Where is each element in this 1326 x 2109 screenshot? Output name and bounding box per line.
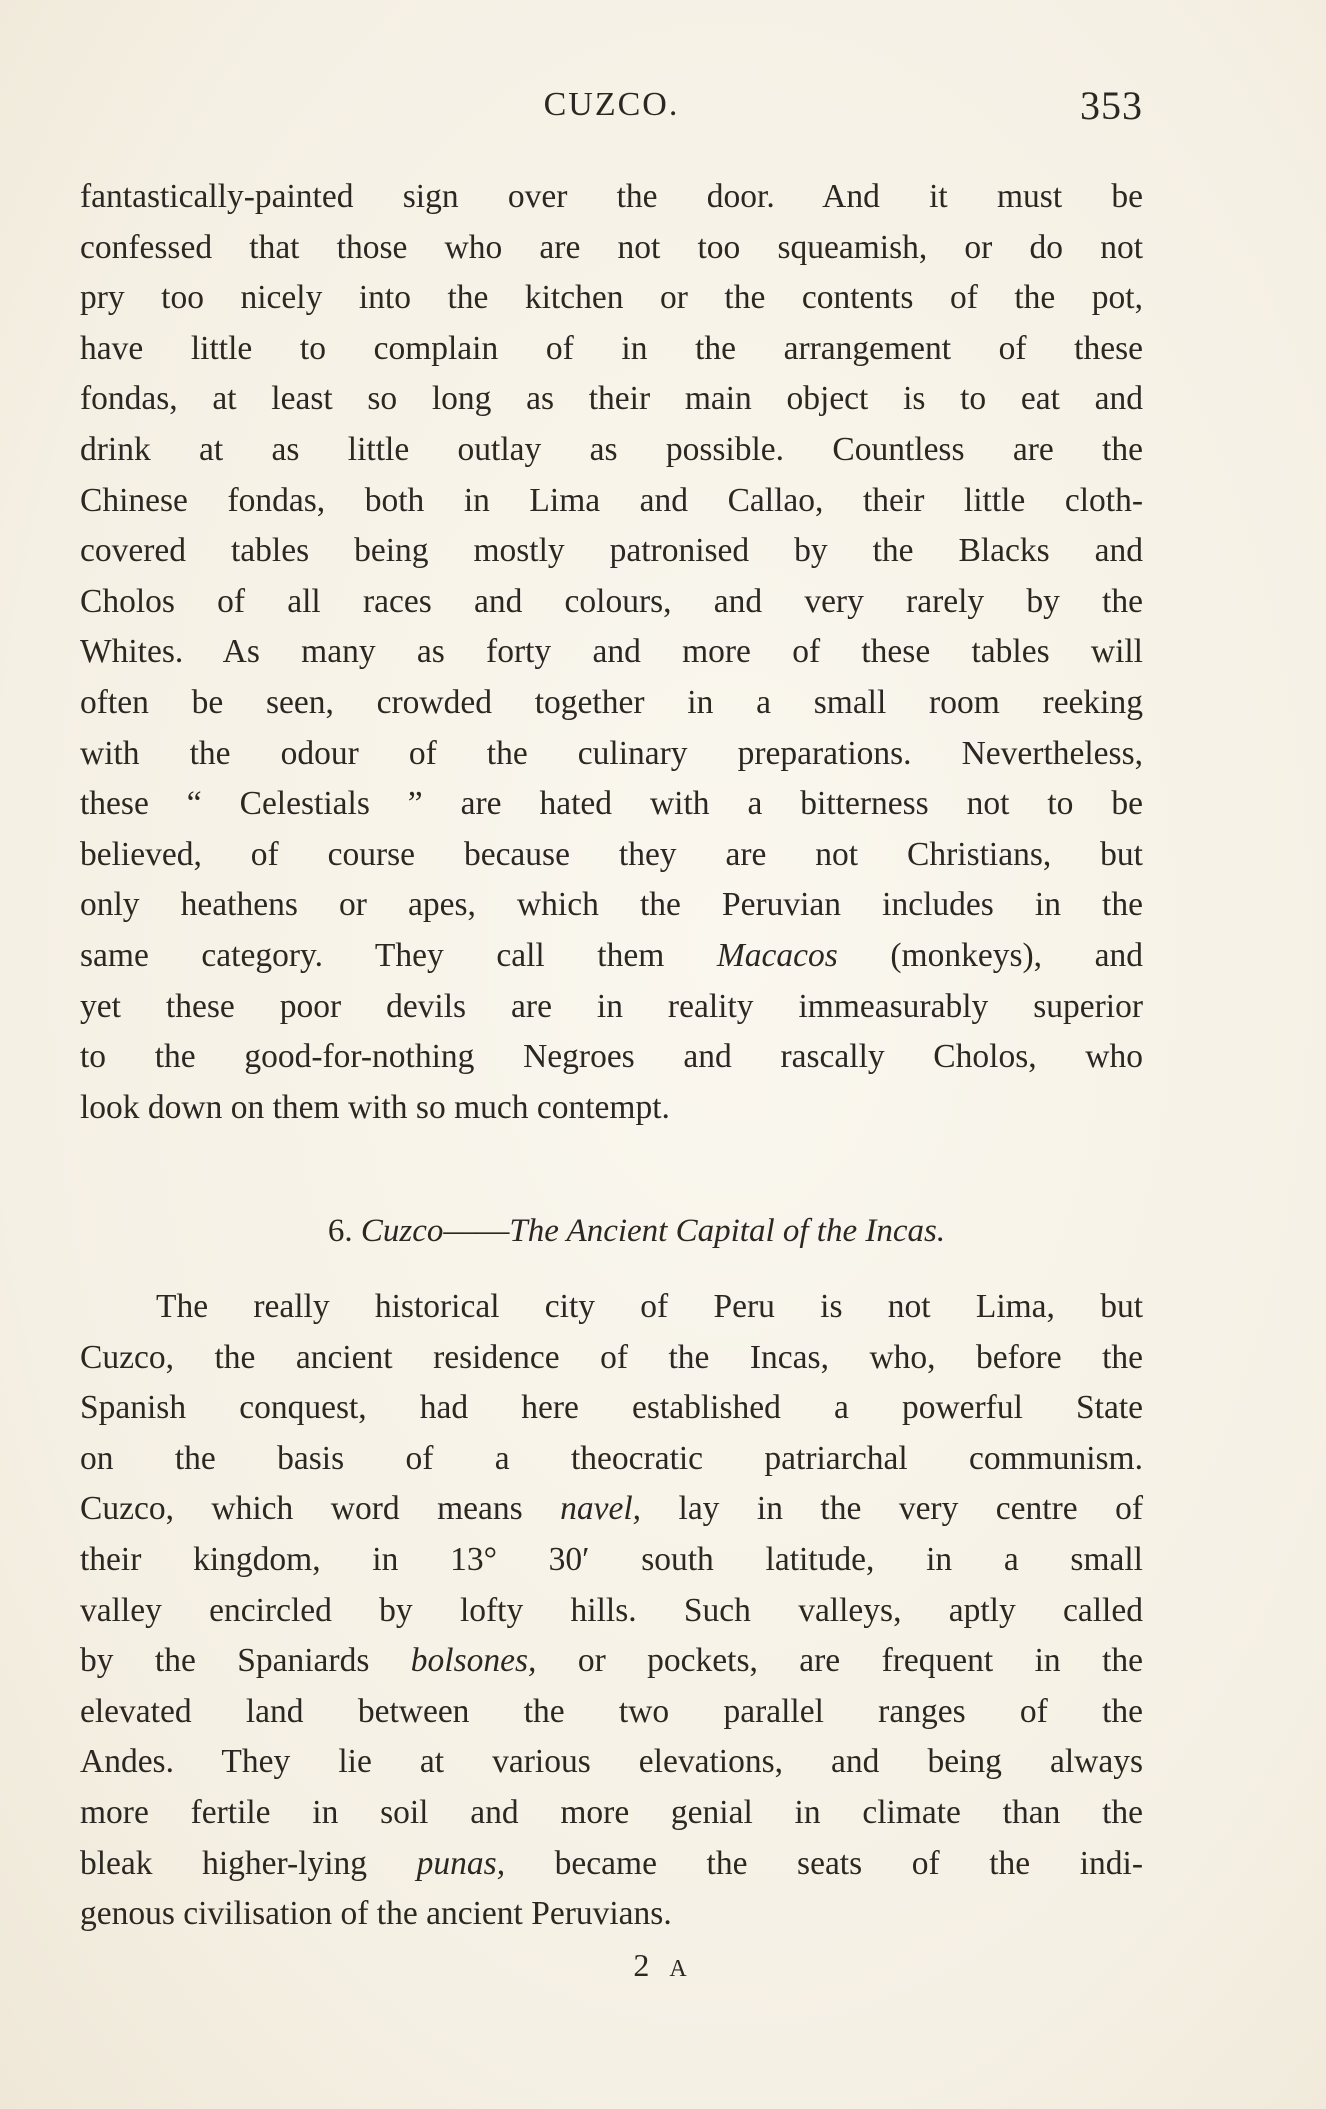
section-number: 6. — [327, 1213, 361, 1249]
text-line: valley encircled by lofty hills. Such valleys, aptly called — [80, 1591, 1143, 1629]
printer-signature — [0, 1947, 1326, 1984]
text-line: their kingdom, in 13° 30′ south latitude, in a small — [80, 1540, 1143, 1578]
paragraph-cuzco — [80, 1282, 1143, 1940]
signature-number: 2 — [633, 1947, 656, 1983]
text-segment: lay in the very centre of — [641, 1490, 1143, 1528]
text-line-macacos — [80, 931, 1143, 982]
text-line: yet these poor devils are in reality immeasurably superior — [80, 987, 1143, 1025]
text-line: pry too nicely into the kitchen or the contents of the pot, — [80, 279, 1143, 317]
paragraph-fondas — [80, 172, 1143, 1133]
text-line-navel — [80, 1484, 1143, 1535]
text-line: Cuzco, the ancient residence of the Incas, who, before the — [80, 1338, 1143, 1376]
text-line-punas — [80, 1839, 1143, 1890]
italic-term-navel: navel, — [560, 1490, 642, 1528]
text-segment: same category. They call them — [80, 936, 717, 974]
text-line-bolsones — [80, 1636, 1143, 1687]
running-head — [80, 82, 1143, 132]
text-line: genous civilisation of the ancient Peruvians. — [80, 1895, 672, 1933]
text-segment: (monkeys), and — [837, 936, 1143, 974]
section-heading — [80, 1206, 1143, 1256]
text-line: believed, of course because they are not Christians, but — [80, 835, 1143, 873]
text-line: often be seen, crowded together in a small room reeking — [80, 683, 1143, 721]
text-line: Andes. They lie at various elevations, and being always — [80, 1743, 1143, 1781]
text-line: fondas, at least so long as their main object is to eat and — [80, 380, 1143, 418]
text-line: Cholos of all races and colours, and very rarely by the — [80, 582, 1143, 620]
text-line: Chinese fondas, both in Lima and Callao, their little cloth- — [80, 481, 1143, 519]
text-line: fantastically-painted sign over the door. And it must be — [80, 178, 1143, 215]
section-dash: —— — [443, 1213, 510, 1249]
italic-term-bolsones: bolsones, — [410, 1642, 537, 1680]
text-segment: became the seats of the indi- — [505, 1844, 1144, 1882]
text-segment: by the Spaniards — [80, 1642, 411, 1680]
text-line: covered tables being mostly patronised by the Blacks and — [80, 532, 1143, 570]
page-number: 353 — [1080, 83, 1143, 128]
text-line: Spanish conquest, had here established a powerful State — [80, 1389, 1143, 1427]
text-line: confessed that those who are not too squeamish, or do not — [80, 228, 1143, 266]
text-line: on the basis of a theocratic patriarchal communism. — [80, 1439, 1143, 1477]
signature-letter: A — [669, 1956, 693, 1982]
text-segment: bleak higher-lying — [80, 1844, 417, 1882]
text-segment: Cuzco, which word means — [80, 1490, 561, 1528]
text-line: look down on them with so much contempt. — [80, 1088, 670, 1126]
section-title-rest: The Ancient Capital of the Incas. — [509, 1213, 946, 1249]
text-line: elevated land between the two parallel ranges of the — [80, 1692, 1143, 1730]
text-line: these “ Celestials ” are hated with a bitterness not to be — [80, 785, 1143, 823]
running-title: CUZCO. — [543, 86, 680, 123]
text-line: have little to complain of in the arrangement of these — [80, 329, 1143, 367]
text-line: more fertile in soil and more genial in climate than the — [80, 1793, 1143, 1831]
text-line: drink at as little outlay as possible. Countless are the — [80, 430, 1143, 468]
text-line: to the good-for-nothing Negroes and rascally Cholos, who — [80, 1038, 1143, 1076]
italic-term-punas: punas, — [416, 1844, 506, 1882]
text-segment: or pockets, are frequent in the — [536, 1642, 1143, 1680]
text-line: Whites. As many as forty and more of these tables will — [80, 633, 1143, 671]
italic-term-macacos: Macacos — [716, 936, 838, 974]
text-line: with the odour of the culinary preparations. Nevertheless, — [80, 734, 1143, 772]
section-title-cuzco: Cuzco — [360, 1213, 444, 1249]
text-line: The really historical city of Peru is not Lima, but — [156, 1288, 1143, 1325]
text-line: only heathens or apes, which the Peruvian includes in the — [80, 886, 1143, 924]
